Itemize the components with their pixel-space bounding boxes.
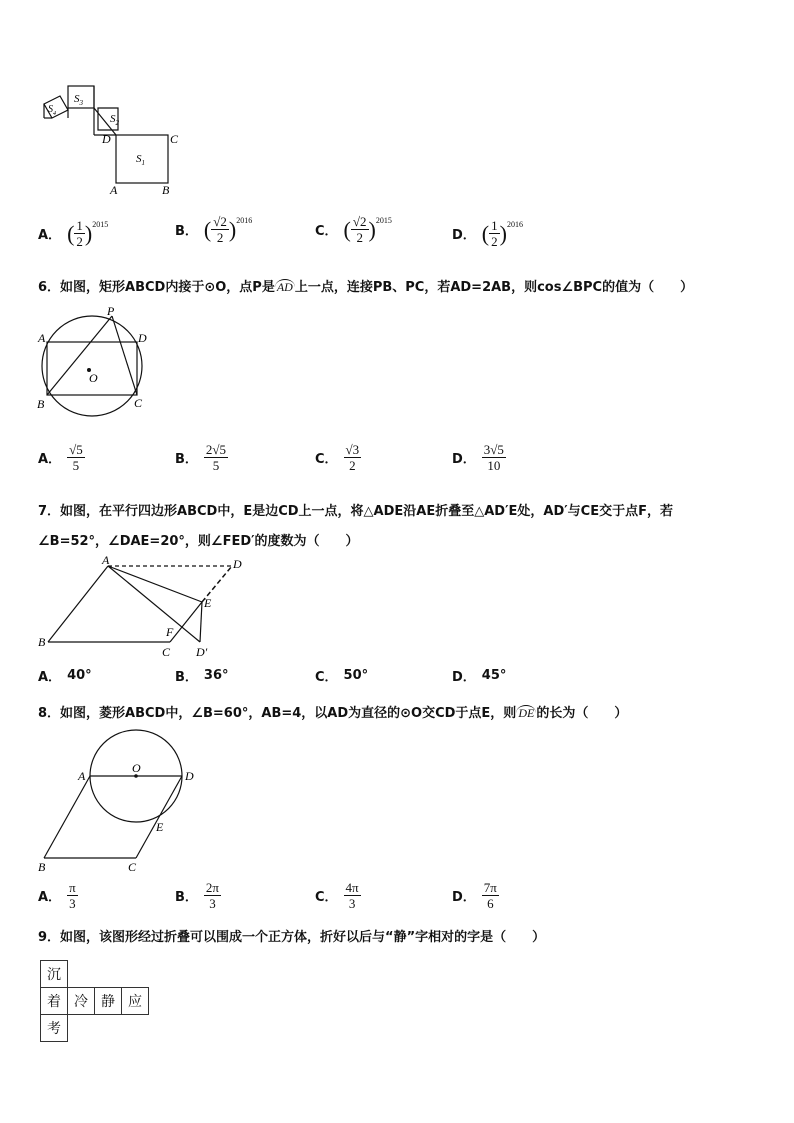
q7-label-c: C [162, 645, 171, 659]
q8-option-d: D． $\frac{7\pi}{6}$ [452, 880, 497, 911]
q6-circle [42, 316, 142, 416]
q9-cube-net [40, 960, 149, 1042]
q6-figure [34, 304, 154, 422]
q9-cell-6: 考 [41, 1015, 68, 1042]
q7-ab [48, 566, 108, 642]
q5-label-a: A [110, 183, 118, 197]
q7-option-d: D． 45° [452, 668, 507, 685]
q7-ed2 [200, 602, 202, 642]
q7-option-c: C． 50° [315, 668, 369, 685]
q7-label-f: F [166, 625, 174, 639]
q5-label-s2: $S_2$ [110, 113, 119, 127]
q7-question-line2: ∠B=52°，∠DAE=20°，则∠FED′的度数为（ ） [38, 534, 359, 549]
q5-label-d: D [102, 132, 111, 146]
q8-label-b: B [38, 860, 46, 874]
q9-cell-4: 静 [95, 988, 122, 1015]
q6-option-c: C． $\frac{√3}{2}$ [315, 442, 360, 473]
q6-option-d: D． $\frac{3√5}{10}$ [452, 442, 504, 473]
q7-label-d2: D′ [196, 645, 208, 659]
q8-arc-label: DE [518, 706, 535, 720]
q5-label-s3: $S_3$ [74, 93, 83, 107]
q5-option-d: D． ( $\frac{1}{2}$ ) 2016 [452, 218, 523, 249]
q6-label-p: P [107, 304, 115, 318]
q7-label-a: A [102, 554, 110, 567]
q7-figure [36, 554, 256, 662]
q5-label-c: C [170, 132, 179, 146]
q8-option-a: A． $\frac{\pi}{3}$ [38, 880, 76, 911]
q7-ad2 [108, 566, 200, 642]
q7-option-b: B． 36° [175, 668, 229, 685]
q9-cell-5: 应 [122, 988, 149, 1015]
q6-option-a: A． $\frac{√5}{5}$ [38, 442, 83, 473]
q7-question-line1: 7．如图，在平行四边形ABCD中，E是边CD上一点，将△ADE沿AE折叠至△AD′E处，AD′与CE交于点F，若 [38, 504, 673, 519]
q9-cell-2: 着 [41, 988, 68, 1015]
q5-option-c: C． ( $\frac{√2}{2}$ ) 2015 [315, 214, 392, 245]
q8-question: 8．如图，菱形ABCD中，∠B=60°，AB=4，以AD为直径的⊙O交CD于点E，则 DE 的长为（ ） [38, 706, 628, 721]
q7-ce [170, 602, 202, 642]
q9-question: 9．如图，该图形经过折叠可以围成一个正方体，折好以后与“静”字相对的字是（ ） [38, 930, 546, 945]
q7-label-e: E [204, 596, 212, 610]
q8-figure [34, 726, 204, 876]
q8-label-c: C [128, 860, 137, 874]
q8-cd [136, 776, 182, 858]
q6-label-a: A [38, 331, 46, 345]
q8-option-c: C． $\frac{4\pi}{3}$ [315, 880, 359, 911]
q6-label-d: D [138, 331, 147, 345]
q5-option-b: B． ( $\frac{√2}{2}$ ) 2016 [175, 214, 253, 245]
q8-label-a: A [78, 769, 86, 783]
q6-label-o: O [89, 371, 98, 385]
q6-arc-label: AD [276, 280, 293, 294]
q7-label-d: D [233, 557, 242, 571]
q5-label-s1: $S_1$ [136, 153, 145, 167]
q8-label-d: D [185, 769, 194, 783]
q6-label-b: B [37, 397, 45, 411]
q9-cell-3: 冷 [68, 988, 95, 1015]
q8-option-b: B． $\frac{2\pi}{3}$ [175, 880, 219, 911]
q7-option-a: A． 40° [38, 668, 92, 685]
q6-rectangle [47, 342, 137, 395]
q6-question: 6．如图，矩形ABCD内接于⊙O，点P是 AD 上一点，连接PB、PC，若AD=2AB，则cos∠BPC的值为（ ） [38, 280, 694, 295]
q5-label-b: B [162, 183, 170, 197]
q8-ab [44, 776, 90, 858]
q5-option-a: A． ( $\frac{1}{2}$ ) 2015 [38, 218, 109, 249]
q8-label-o: O [132, 761, 141, 775]
q5-label-s4: $S_4$ [48, 104, 56, 117]
q9-cell-1: 沉 [41, 961, 68, 988]
q6-pb [47, 316, 112, 395]
q7-ae [108, 566, 202, 602]
q6-label-c: C [134, 396, 143, 410]
q5-figure [38, 80, 188, 200]
q6-option-b: B． $\frac{2√5}{5}$ [175, 442, 227, 473]
q8-label-e: E [156, 820, 164, 834]
q7-label-b: B [38, 635, 46, 649]
